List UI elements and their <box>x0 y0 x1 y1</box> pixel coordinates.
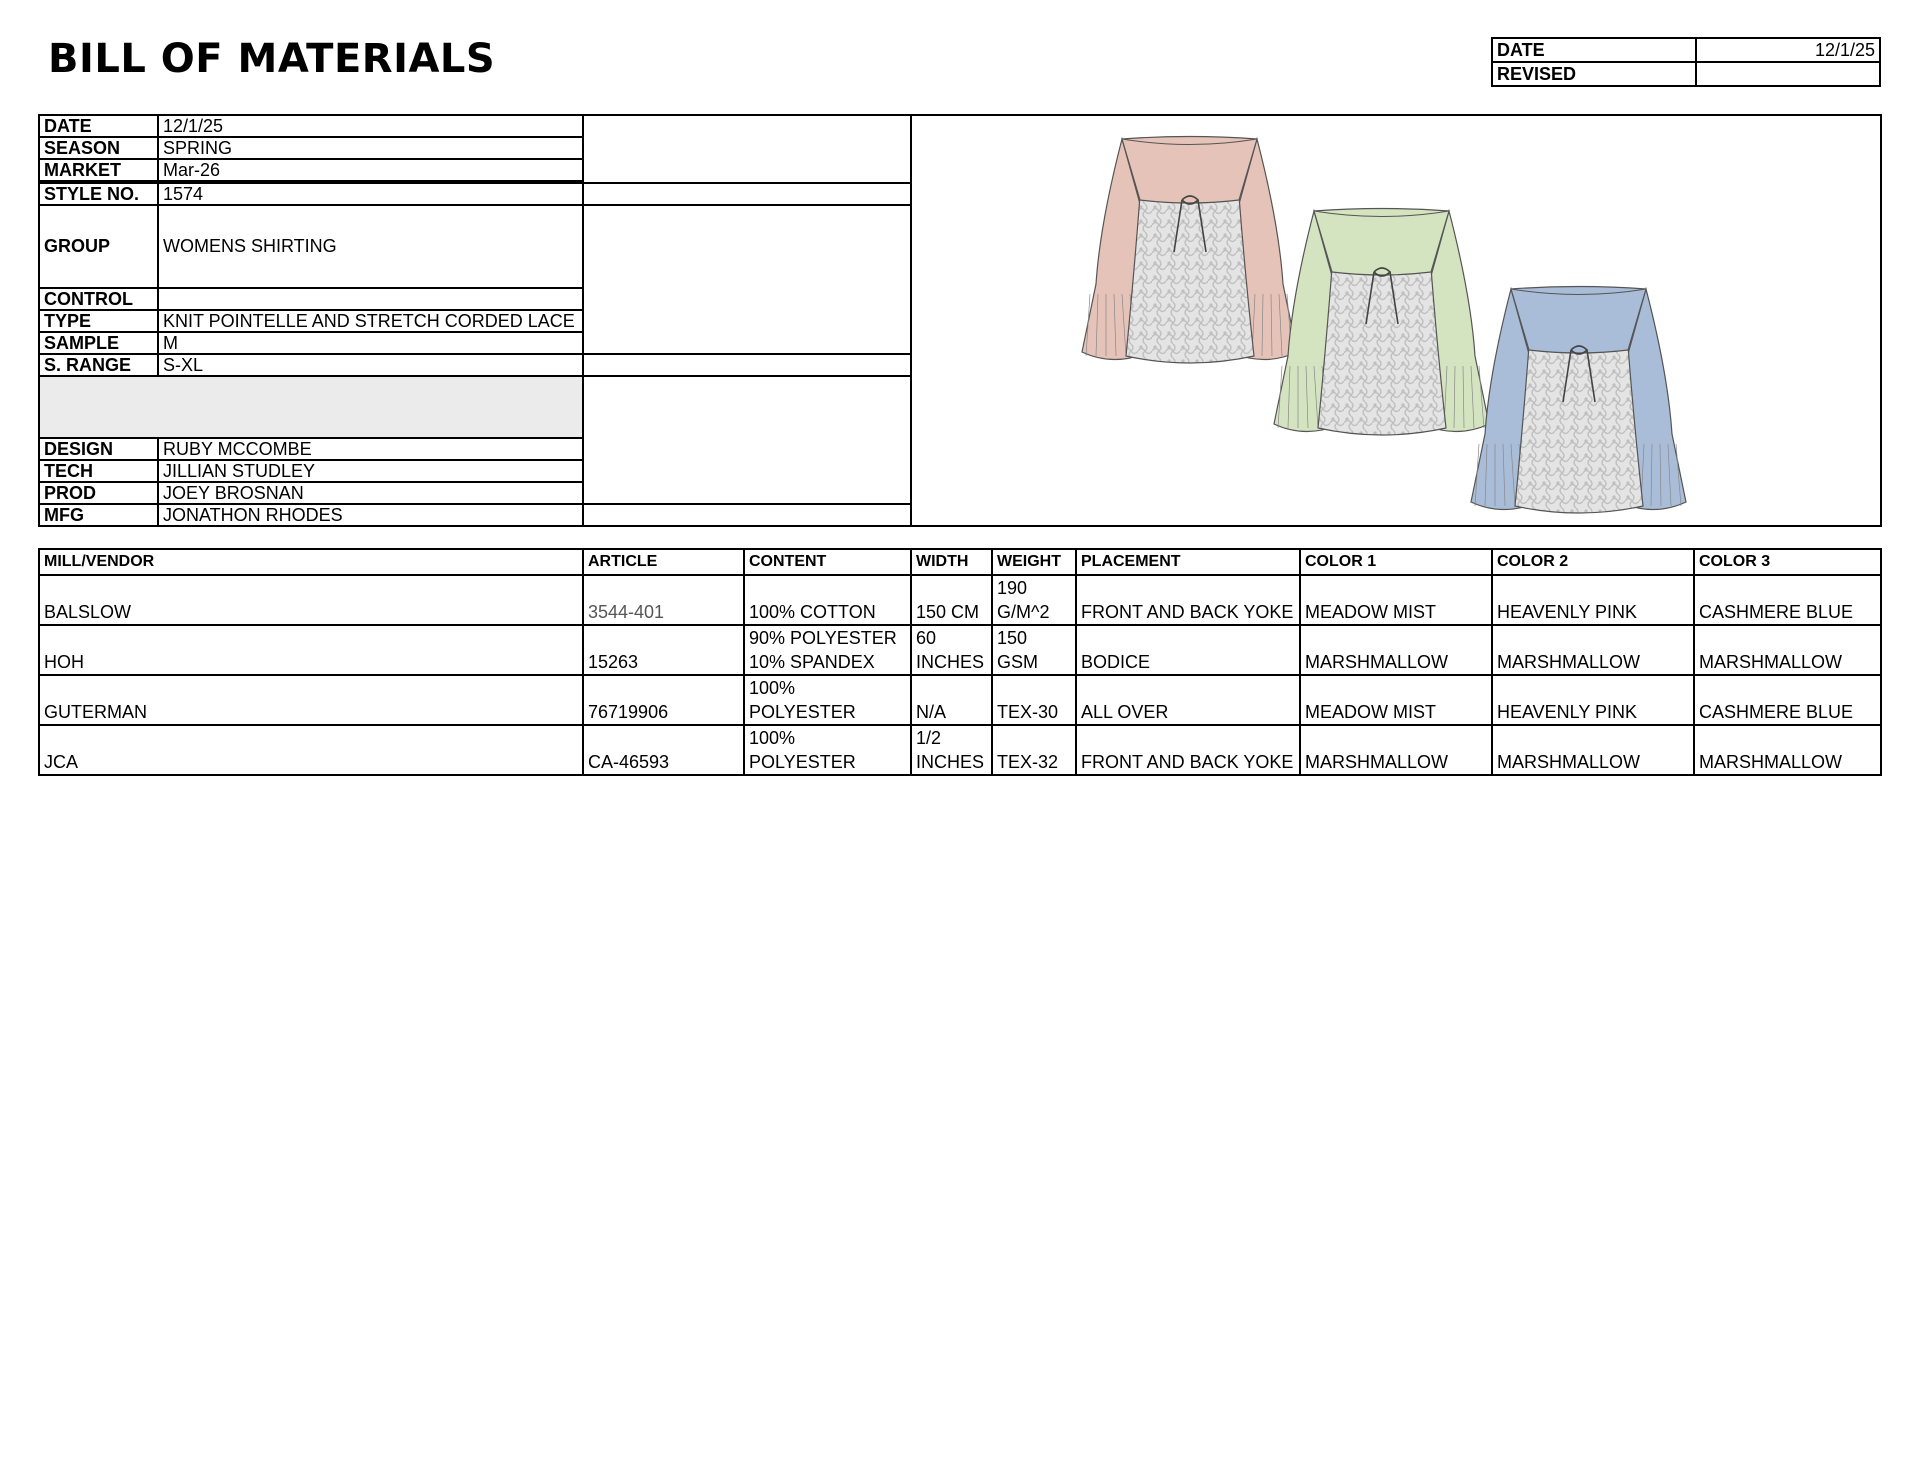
article-cell: CA-46593 <box>583 725 744 775</box>
table-row <box>39 625 1881 675</box>
color-1-cell: MARSHMALLOW <box>1300 625 1492 675</box>
info-notes-cell <box>583 183 911 205</box>
info-spacer <box>39 376 583 439</box>
header-color-3: COLOR 3 <box>1694 549 1881 575</box>
header-article: ARTICLE <box>583 549 744 575</box>
header-weight: WEIGHT <box>992 549 1076 575</box>
weight-cell: 150 GSM <box>992 625 1076 675</box>
header-placement: PLACEMENT <box>1076 549 1300 575</box>
width-cell: N/A <box>911 675 992 725</box>
revised-value <box>1696 62 1880 86</box>
info-tech-label: TECH <box>39 460 158 482</box>
article-cell: 15263 <box>583 625 744 675</box>
weight-cell: TEX-30 <box>992 675 1076 725</box>
info-date-label: DATE <box>39 115 158 137</box>
garment-sketch <box>911 115 1881 526</box>
color-1-cell: MEADOW MIST <box>1300 575 1492 625</box>
revised-label: REVISED <box>1492 62 1696 86</box>
info-notes-cell <box>583 504 911 526</box>
info-mfg-label: MFG <box>39 504 158 526</box>
table-row <box>39 725 1881 775</box>
mill-vendor-cell: GUTERMAN <box>39 675 583 725</box>
info-season-label: SEASON <box>39 137 158 159</box>
info-design-value: RUBY MCCOMBE <box>158 438 583 460</box>
garment-flat-1 <box>1082 137 1297 364</box>
table-row <box>39 575 1881 625</box>
page-title: BILL OF MATERIALS <box>48 36 496 82</box>
header-color-2: COLOR 2 <box>1492 549 1694 575</box>
info-season-value: SPRING <box>158 137 583 159</box>
date-revised-box <box>1491 37 1881 87</box>
info-s-range-value: S-XL <box>158 354 583 376</box>
color-3-cell: CASHMERE BLUE <box>1694 575 1881 625</box>
info-s-range-label: S. RANGE <box>39 354 158 376</box>
materials-table <box>38 548 1882 776</box>
placement-cell: BODICE <box>1076 625 1300 675</box>
info-notes-cell <box>583 376 911 505</box>
date-value: 12/1/25 <box>1696 38 1880 62</box>
header-color-1: COLOR 1 <box>1300 549 1492 575</box>
info-style-no-label: STYLE NO. <box>39 183 158 205</box>
color-1-cell: MEADOW MIST <box>1300 675 1492 725</box>
info-style-no-value: 1574 <box>158 183 583 205</box>
info-type-value: KNIT POINTELLE AND STRETCH CORDED LACE <box>158 310 583 332</box>
garment-flat-3 <box>1471 287 1686 514</box>
placement-cell: FRONT AND BACK YOKE <box>1076 575 1300 625</box>
info-date-value: 12/1/25 <box>158 115 583 137</box>
placement-cell: ALL OVER <box>1076 675 1300 725</box>
info-notes-cell <box>583 205 911 354</box>
materials-header-row <box>39 549 1881 575</box>
width-cell: 150 CM <box>911 575 992 625</box>
garment-flat-2 <box>1274 209 1489 436</box>
color-3-cell: MARSHMALLOW <box>1694 625 1881 675</box>
info-group-value: WOMENS SHIRTING <box>158 205 583 288</box>
color-1-cell: MARSHMALLOW <box>1300 725 1492 775</box>
color-3-cell: MARSHMALLOW <box>1694 725 1881 775</box>
info-type-label: TYPE <box>39 310 158 332</box>
mill-vendor-cell: BALSLOW <box>39 575 583 625</box>
article-cell: 3544-401 <box>583 575 744 625</box>
weight-cell: TEX-32 <box>992 725 1076 775</box>
header-mill-vendor: MILL/VENDOR <box>39 549 583 575</box>
info-notes-cell <box>583 115 911 183</box>
info-prod-value: JOEY BROSNAN <box>158 482 583 504</box>
info-tech-value: JILLIAN STUDLEY <box>158 460 583 482</box>
info-design-label: DESIGN <box>39 438 158 460</box>
info-group-label: GROUP <box>39 205 158 288</box>
width-cell: 1/2 INCHES <box>911 725 992 775</box>
color-2-cell: HEAVENLY PINK <box>1492 575 1694 625</box>
date-label: DATE <box>1492 38 1696 62</box>
table-row <box>39 675 1881 725</box>
info-control-label: CONTROL <box>39 288 158 310</box>
color-2-cell: MARSHMALLOW <box>1492 725 1694 775</box>
info-sample-label: SAMPLE <box>39 332 158 354</box>
info-market-label: MARKET <box>39 159 158 181</box>
width-cell: 60 INCHES <box>911 625 992 675</box>
info-prod-label: PROD <box>39 482 158 504</box>
info-market-value: Mar-26 <box>158 159 583 181</box>
mill-vendor-cell: HOH <box>39 625 583 675</box>
info-control-value <box>158 288 583 310</box>
garment-sketch-illustration <box>912 116 1880 521</box>
color-3-cell: CASHMERE BLUE <box>1694 675 1881 725</box>
content-cell: 90% POLYESTER 10% SPANDEX <box>744 625 911 675</box>
info-notes-cell <box>583 354 911 376</box>
header-content: CONTENT <box>744 549 911 575</box>
placement-cell: FRONT AND BACK YOKE <box>1076 725 1300 775</box>
color-2-cell: MARSHMALLOW <box>1492 625 1694 675</box>
article-cell: 76719906 <box>583 675 744 725</box>
content-cell: 100% POLYESTER <box>744 725 911 775</box>
style-info-table <box>38 114 1882 527</box>
content-cell: 100% COTTON <box>744 575 911 625</box>
info-sample-value: M <box>158 332 583 354</box>
content-cell: 100% POLYESTER <box>744 675 911 725</box>
color-2-cell: HEAVENLY PINK <box>1492 675 1694 725</box>
mill-vendor-cell: JCA <box>39 725 583 775</box>
info-mfg-value: JONATHON RHODES <box>158 504 583 526</box>
header-width: WIDTH <box>911 549 992 575</box>
weight-cell: 190 G/M^2 <box>992 575 1076 625</box>
